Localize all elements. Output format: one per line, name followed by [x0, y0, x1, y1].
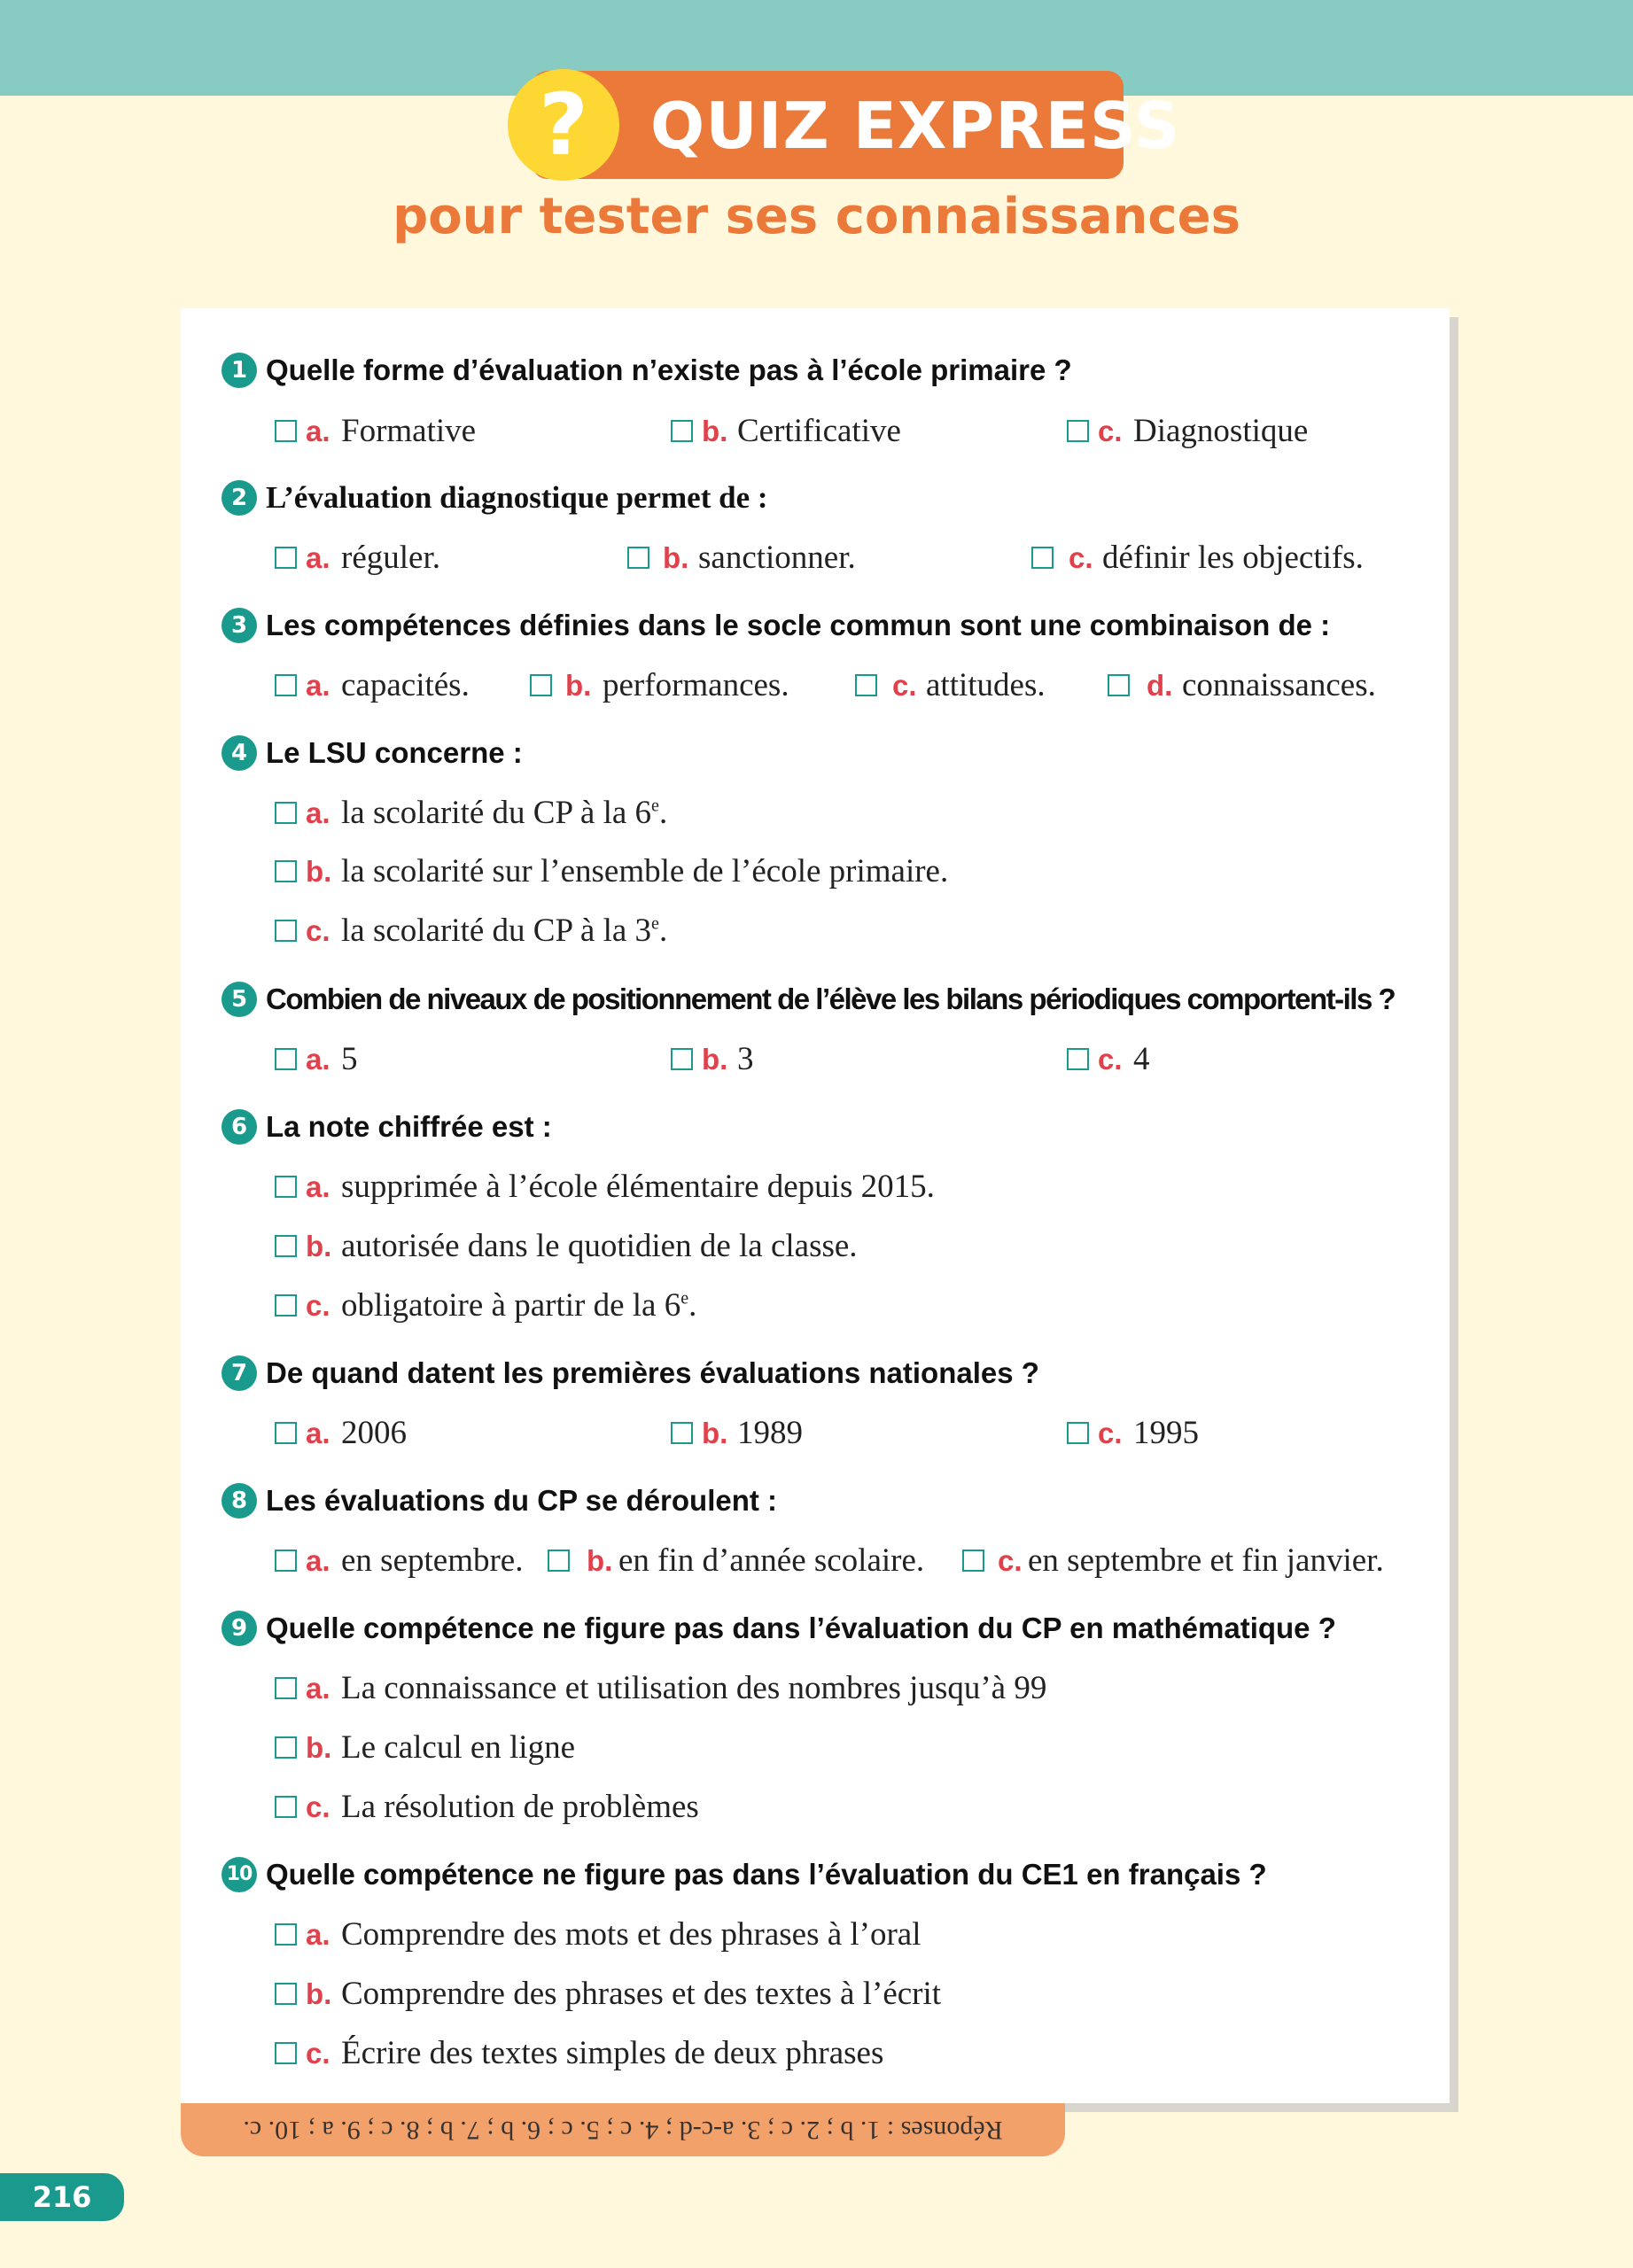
checkbox[interactable]	[1031, 547, 1054, 569]
page-subtitle: pour tester ses connaissances	[393, 188, 1240, 245]
question-text: Quelle forme d’évaluation n’existe pas à l’école primaire ?	[266, 353, 1072, 386]
option-text: obligatoire à partir de la 6e.	[341, 1287, 697, 1324]
option-letter: b.	[702, 415, 728, 447]
checkbox[interactable]	[530, 674, 552, 696]
checkbox[interactable]	[275, 420, 297, 442]
checkbox[interactable]	[1067, 1422, 1089, 1444]
option-text: en septembre.	[341, 1542, 524, 1579]
page-number: 216	[0, 2173, 124, 2221]
superscript: e	[680, 1288, 689, 1309]
option-letter: a.	[306, 669, 330, 702]
question-number: 10	[222, 1857, 257, 1892]
option-text: Le calcul en ligne	[341, 1729, 576, 1766]
checkbox[interactable]	[1108, 674, 1130, 696]
question-number: 5	[222, 982, 257, 1017]
option-letter: a.	[306, 415, 330, 447]
question-text: Les évaluations du CP se déroulent :	[266, 1484, 778, 1517]
option-letter: b.	[306, 1977, 332, 2010]
checkbox[interactable]	[275, 547, 297, 569]
option-letter: a.	[306, 1417, 330, 1449]
option-letter: c.	[1098, 415, 1123, 447]
option-text: capacités.	[341, 667, 470, 703]
option-letter: a.	[306, 796, 330, 829]
page-title: QUIZ EXPRESS	[650, 89, 1181, 163]
option-text: 4	[1133, 1041, 1150, 1077]
option-text: Comprendre des phrases et des textes à l’écrit	[341, 1976, 942, 2012]
question-number: 6	[222, 1109, 257, 1145]
checkbox[interactable]	[1067, 1048, 1089, 1070]
checkbox[interactable]	[275, 1923, 297, 1946]
question-text: La note chiffrée est :	[266, 1110, 552, 1143]
question-text: L’évaluation diagnostique permet de :	[266, 480, 768, 515]
option-letter: c.	[306, 1790, 330, 1823]
option-text: Formative	[341, 413, 477, 449]
option-letter: b.	[702, 1043, 728, 1076]
option-letter: b.	[702, 1417, 728, 1449]
option-text: attitudes.	[926, 667, 1046, 703]
option-text: la scolarité sur l’ensemble de l’école primaire.	[341, 853, 949, 889]
checkbox[interactable]	[1067, 420, 1089, 442]
question-text: Quelle compétence ne figure pas dans l’évaluation du CP en mathématique ?	[266, 1612, 1336, 1644]
question-number: 3	[222, 608, 257, 643]
answers-text: Réponses : 1. b ; 2. c ; 3. a-c-d ; 4. c ; 5. c ; 6. b ; 7. b ; 8. c ; 9. a ; 10. c.	[243, 2116, 1003, 2145]
question-number: 7	[222, 1355, 257, 1391]
question-number: 8	[222, 1483, 257, 1518]
question-text: Les compétences définies dans le socle commun sont une combinaison de :	[266, 609, 1331, 641]
option-letter: c.	[306, 914, 330, 947]
option-text: La connaissance et utilisation des nombres jusqu’à 99	[341, 1670, 1047, 1706]
checkbox[interactable]	[275, 674, 297, 696]
checkbox[interactable]	[275, 1550, 297, 1572]
option-letter: c.	[998, 1544, 1023, 1577]
question-number: 9	[222, 1611, 257, 1646]
question-number: 1	[222, 353, 257, 388]
question-text: De quand datent les premières évaluations nationales ?	[266, 1356, 1039, 1389]
checkbox[interactable]	[962, 1550, 984, 1572]
option-letter: a.	[306, 1170, 330, 1203]
question-number: 4	[222, 735, 257, 771]
option-letter: d.	[1147, 669, 1173, 702]
option-text: sanctionner.	[698, 540, 856, 576]
option-text: autorisée dans le quotidien de la classe.	[341, 1228, 858, 1264]
question-text: Quelle compétence ne figure pas dans l’évaluation du CE1 en français ?	[266, 1858, 1267, 1891]
option-letter: a.	[306, 541, 330, 574]
option-letter: c.	[1069, 541, 1093, 574]
option-text: 5	[341, 1041, 358, 1077]
option-text: 1989	[737, 1415, 803, 1451]
option-text: Diagnostique	[1133, 413, 1309, 449]
checkbox[interactable]	[275, 920, 297, 942]
option-letter: a.	[306, 1544, 330, 1577]
option-text: en septembre et fin janvier.	[1028, 1542, 1384, 1579]
option-text: La résolution de problèmes	[341, 1789, 699, 1825]
option-letter: a.	[306, 1043, 330, 1076]
option-text: définir les objectifs.	[1102, 540, 1364, 576]
option-text: connaissances.	[1182, 667, 1376, 703]
superscript: e	[651, 796, 659, 816]
checkbox[interactable]	[275, 1294, 297, 1317]
checkbox[interactable]	[275, 860, 297, 882]
question-mark-icon: ?	[508, 69, 619, 181]
option-letter: c.	[306, 1289, 330, 1322]
option-text: Comprendre des mots et des phrases à l’oral	[341, 1916, 921, 1953]
option-letter: c.	[1098, 1417, 1123, 1449]
checkbox[interactable]	[275, 1796, 297, 1818]
option-text: Écrire des textes simples de deux phrases	[341, 2035, 884, 2071]
option-text: performances.	[603, 667, 789, 703]
checkbox[interactable]	[275, 1422, 297, 1444]
checkbox[interactable]	[275, 1048, 297, 1070]
option-letter: b.	[306, 1731, 332, 1764]
option-text: réguler.	[341, 540, 440, 576]
option-text: 1995	[1133, 1415, 1199, 1451]
option-letter: a.	[306, 1918, 330, 1951]
checkbox[interactable]	[671, 1422, 693, 1444]
option-text: la scolarité du CP à la 3e.	[341, 913, 668, 949]
checkbox[interactable]	[275, 1736, 297, 1759]
option-letter: b.	[663, 541, 689, 574]
question-text: Le LSU concerne :	[266, 736, 523, 769]
option-text: 3	[737, 1041, 754, 1077]
checkbox[interactable]	[275, 1677, 297, 1699]
checkbox[interactable]	[275, 1235, 297, 1257]
option-letter: b.	[587, 1544, 613, 1577]
answers-footer	[181, 2103, 1065, 2156]
option-text: 2006	[341, 1415, 407, 1451]
superscript: e	[651, 913, 659, 934]
option-letter: a.	[306, 1672, 330, 1705]
option-letter: c.	[306, 2037, 330, 2070]
checkbox[interactable]	[275, 802, 297, 824]
option-letter: b.	[306, 1230, 332, 1262]
checkbox[interactable]	[855, 674, 877, 696]
option-letter: b.	[306, 855, 332, 888]
option-letter: c.	[1098, 1043, 1123, 1076]
question-number: 2	[222, 480, 257, 516]
option-letter: b.	[565, 669, 592, 702]
option-letter: c.	[892, 669, 917, 702]
option-text: en fin d’année scolaire.	[618, 1542, 925, 1579]
checkbox[interactable]	[671, 1048, 693, 1070]
option-text: la scolarité du CP à la 6e.	[341, 795, 668, 831]
checkbox[interactable]	[671, 420, 693, 442]
checkbox[interactable]	[548, 1550, 570, 1572]
question-text: Combien de niveaux de positionnement de l’élève les bilans périodiques comportent-ils ?	[266, 983, 1396, 1015]
option-text: supprimée à l’école élémentaire depuis 2015.	[341, 1169, 935, 1205]
checkbox[interactable]	[275, 2042, 297, 2064]
checkbox[interactable]	[275, 1983, 297, 2005]
checkbox[interactable]	[275, 1176, 297, 1198]
option-text: Certificative	[737, 413, 901, 449]
checkbox[interactable]	[627, 547, 649, 569]
